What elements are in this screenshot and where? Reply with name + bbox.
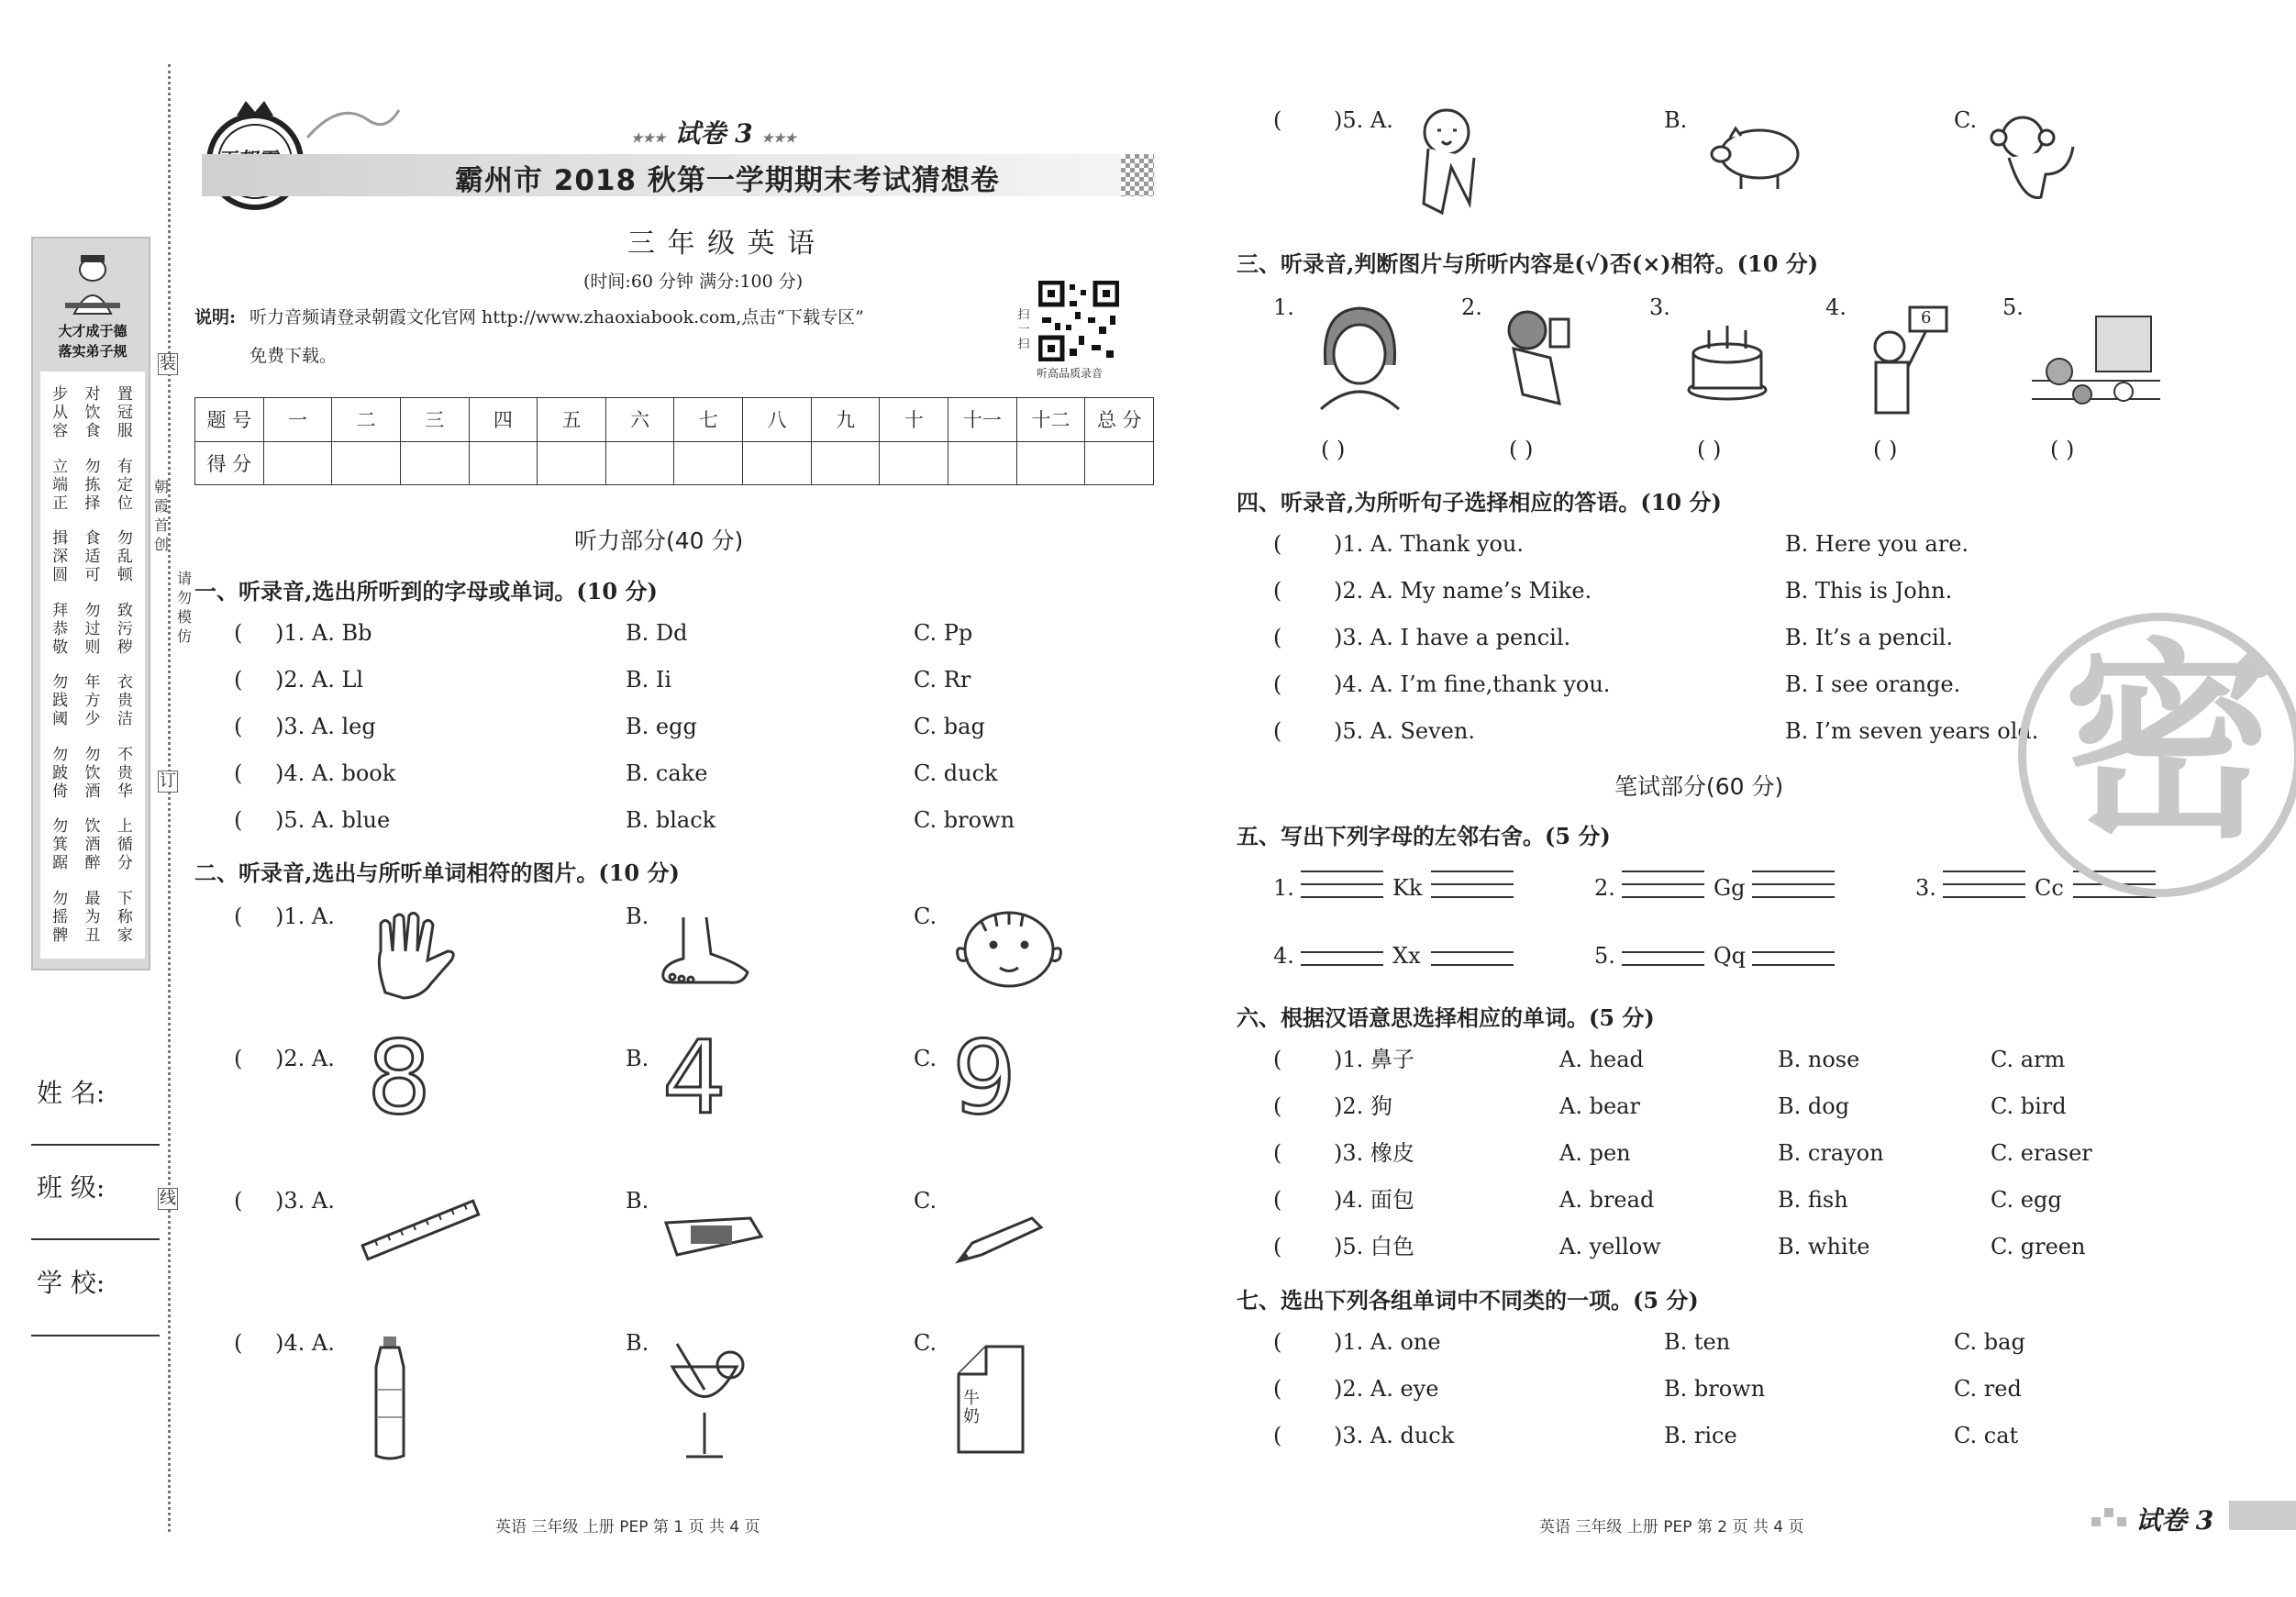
question-number: )2. A. Ll bbox=[275, 667, 364, 693]
score-header-cell: 七 bbox=[674, 398, 743, 442]
answer-paren-open[interactable]: ( bbox=[1273, 718, 1282, 744]
rule-group bbox=[44, 602, 141, 657]
score-header-cell: 四 bbox=[469, 398, 538, 442]
sign-number: 6 bbox=[1921, 308, 1932, 327]
score-input-cell[interactable] bbox=[332, 441, 401, 485]
answer-paren-open[interactable]: ( bbox=[1273, 531, 1282, 557]
judge-paren[interactable]: ( ) bbox=[1321, 437, 1346, 462]
milk-carton-picture[interactable] bbox=[949, 1337, 1032, 1465]
option-c[interactable]: C. Rr bbox=[914, 667, 971, 693]
answer-paren-open[interactable]: ( bbox=[1273, 578, 1282, 604]
rule-column: 饮酒醉 bbox=[84, 817, 101, 873]
section1-title: 一、听录音,选出所听到的字母或单词。(10 分) bbox=[194, 578, 658, 604]
section5-title: 五、写出下列字母的左邻右舍。(5 分) bbox=[1237, 823, 1611, 849]
option-c[interactable]: C. bag bbox=[914, 714, 985, 739]
option-c[interactable]: C. green bbox=[1991, 1234, 2086, 1259]
question-number: )2. 狗 bbox=[1334, 1093, 1392, 1119]
answer-blank-line[interactable] bbox=[1622, 951, 1704, 953]
rule-column: 勿践阈 bbox=[52, 673, 69, 729]
option-a[interactable]: A. head bbox=[1559, 1047, 1644, 1072]
judge-paren[interactable]: ( ) bbox=[1697, 437, 1722, 462]
score-header-cell: 题 号 bbox=[195, 398, 264, 442]
answer-paren-open[interactable]: ( bbox=[1273, 1093, 1282, 1119]
question-number: )4. 面包 bbox=[1334, 1187, 1414, 1213]
water-bottle-picture[interactable] bbox=[367, 1335, 413, 1467]
rule-column: 衣贵洁 bbox=[116, 673, 133, 729]
option-c[interactable]: C. arm bbox=[1991, 1047, 2066, 1072]
answer-blank-line[interactable] bbox=[1752, 951, 1835, 953]
answer-blank-line[interactable] bbox=[1301, 883, 1383, 885]
option-c[interactable]: C. bbox=[914, 1330, 937, 1356]
answer-blank-line[interactable] bbox=[1622, 883, 1704, 885]
subject-title: 三 年 级 英 语 bbox=[627, 227, 817, 260]
girl-picture[interactable] bbox=[1312, 301, 1408, 415]
picture-number: 5. bbox=[2002, 294, 2024, 320]
score-input-cell[interactable] bbox=[1016, 441, 1085, 485]
rule-column: 勿乱顿 bbox=[116, 529, 133, 585]
option-b[interactable]: B. brown bbox=[1664, 1376, 1766, 1402]
corner-squares bbox=[2091, 1504, 2128, 1528]
time-info: (时间:60 分钟 满分:100 分) bbox=[583, 272, 804, 292]
judge-paren[interactable]: ( ) bbox=[2050, 437, 2075, 462]
writing-heading: 笔试部分(60 分) bbox=[1614, 773, 1784, 800]
rule-column: 勿箕踞 bbox=[52, 817, 69, 873]
rule-group bbox=[44, 385, 141, 440]
answer-paren-open[interactable]: ( bbox=[234, 760, 243, 786]
answer-blank-line[interactable] bbox=[1301, 951, 1383, 953]
sidebar-motto bbox=[39, 321, 147, 361]
picture-number: 3. bbox=[1649, 294, 1670, 320]
motto-line-1: 大才成于德 bbox=[58, 323, 128, 339]
question-number: )1. A. Bb bbox=[275, 620, 372, 646]
qr-caption: 听高品质录音 bbox=[1037, 367, 1104, 380]
milk-carton-label: 牛奶 bbox=[963, 1389, 980, 1426]
option-c[interactable]: C. red bbox=[1954, 1376, 2022, 1402]
rule-group bbox=[44, 529, 141, 584]
score-input-cell[interactable] bbox=[880, 441, 948, 485]
answer-paren-open[interactable]: ( bbox=[234, 667, 243, 693]
rule-column: 上循分 bbox=[116, 817, 133, 873]
answer-blank-line[interactable] bbox=[1431, 896, 1514, 898]
option-b[interactable]: B. I’m seven years old. bbox=[1785, 718, 2039, 744]
rule-column: 最为丑 bbox=[84, 889, 101, 945]
score-header-cell: 十一 bbox=[948, 398, 1017, 442]
rule-column: 拜恭敬 bbox=[52, 601, 69, 657]
option-c[interactable]: C. bbox=[1954, 107, 1978, 133]
note-text-2: 免费下载。 bbox=[250, 346, 338, 366]
foot-picture[interactable] bbox=[656, 913, 757, 990]
qr-code[interactable] bbox=[1038, 281, 1119, 361]
picture-number: 2. bbox=[1461, 294, 1482, 320]
score-header-cell: 二 bbox=[332, 398, 401, 442]
question-number: )1. 鼻子 bbox=[1334, 1047, 1414, 1072]
rule-column: 对饮食 bbox=[84, 385, 101, 441]
answer-blank-line[interactable] bbox=[2073, 896, 2156, 898]
answer-paren-open[interactable]: ( bbox=[1273, 1329, 1282, 1355]
face-picture[interactable] bbox=[949, 908, 1069, 994]
paper-label-text: 试卷 3 bbox=[674, 118, 753, 149]
option-b[interactable]: B. cake bbox=[626, 760, 708, 786]
cut-label-xian: 线 bbox=[160, 1189, 176, 1208]
answer-blank-line[interactable] bbox=[1301, 896, 1383, 898]
rule-group bbox=[44, 746, 141, 801]
question-number: )3. A. I have a pencil. bbox=[1334, 625, 1571, 650]
school-line[interactable] bbox=[31, 1335, 160, 1336]
binding-cut-line bbox=[168, 64, 171, 1532]
score-header-cell: 十 bbox=[880, 398, 948, 442]
corner-paper-label: 试卷 3 bbox=[2135, 1505, 2214, 1536]
option-c[interactable]: C. eraser bbox=[1991, 1140, 2092, 1166]
score-row-header bbox=[195, 398, 1154, 442]
exam-title: 霸州市 2018 秋第一学期期末考试猜想卷 bbox=[455, 164, 1000, 197]
answer-paren-open[interactable]: ( bbox=[1273, 1234, 1282, 1259]
score-table bbox=[194, 397, 1154, 485]
question-number: )3. A. bbox=[275, 1188, 335, 1214]
rules-box bbox=[40, 372, 145, 959]
question-number: )5. A. bbox=[1334, 107, 1393, 133]
class-label: 班 级: bbox=[37, 1172, 105, 1203]
answer-paren-open[interactable]: ( bbox=[1273, 671, 1282, 697]
answer-blank-line[interactable] bbox=[1752, 871, 1835, 872]
option-b[interactable]: B. rice bbox=[1664, 1423, 1737, 1448]
question-number: )4. A. bbox=[275, 1330, 335, 1356]
option-b[interactable]: B. dog bbox=[1778, 1093, 1850, 1119]
answer-blank-line[interactable] bbox=[1301, 871, 1383, 872]
answer-paren-open[interactable]: ( bbox=[1273, 625, 1282, 650]
answer-blank-line[interactable] bbox=[1943, 896, 2025, 898]
rule-group bbox=[44, 673, 141, 728]
answer-blank-line[interactable] bbox=[1943, 871, 2025, 872]
answer-blank-line[interactable] bbox=[1622, 896, 1704, 898]
digit-eight-picture[interactable]: 8 bbox=[367, 1019, 431, 1137]
rule-column: 勿拣择 bbox=[84, 457, 101, 513]
answer-blank-line[interactable] bbox=[1431, 951, 1514, 953]
star-icons-left: ★★★ bbox=[631, 131, 666, 146]
answer-paren-open[interactable]: ( bbox=[1273, 1140, 1282, 1166]
answer-blank-line[interactable] bbox=[1431, 871, 1514, 872]
score-header-cell: 三 bbox=[400, 398, 469, 442]
score-header-cell: 一 bbox=[263, 398, 332, 442]
option-b[interactable]: B. crayon bbox=[1778, 1140, 1884, 1166]
rule-column: 立端正 bbox=[52, 457, 69, 513]
option-b[interactable]: B. It’s a pencil. bbox=[1785, 625, 1953, 650]
score-input-cell[interactable] bbox=[1085, 441, 1154, 485]
scholar-illustration bbox=[61, 250, 125, 318]
ruler-picture[interactable] bbox=[356, 1197, 484, 1265]
answer-paren-open[interactable]: ( bbox=[234, 904, 243, 929]
score-header-cell: 五 bbox=[538, 398, 606, 442]
star-icons-right: ★★★ bbox=[761, 131, 797, 146]
score-input-cell[interactable] bbox=[605, 441, 674, 485]
option-c[interactable]: C. bbox=[914, 1188, 937, 1214]
answer-blank-line[interactable] bbox=[1943, 883, 2025, 885]
name-line[interactable] bbox=[31, 1144, 160, 1146]
score-header-cell: 六 bbox=[605, 398, 674, 442]
ribbon-decoration bbox=[303, 101, 404, 147]
middle-letter: Qq bbox=[1714, 943, 1747, 969]
paper-label bbox=[631, 114, 796, 150]
rule-column: 勿过则 bbox=[84, 601, 101, 657]
eraser-picture[interactable] bbox=[659, 1209, 769, 1268]
option-b[interactable]: B. bbox=[626, 1188, 649, 1214]
score-header-cell: 总 分 bbox=[1085, 398, 1154, 442]
question-number: )2. A. bbox=[275, 1046, 335, 1071]
option-c[interactable]: C. Pp bbox=[914, 620, 973, 646]
rule-column: 致污秽 bbox=[116, 601, 133, 657]
letter-number: 1. bbox=[1273, 875, 1294, 901]
option-b[interactable]: B. bbox=[626, 904, 649, 929]
option-b[interactable]: B. white bbox=[1778, 1234, 1870, 1259]
score-input-cell[interactable] bbox=[538, 441, 606, 485]
answer-paren-open[interactable]: ( bbox=[234, 714, 243, 739]
middle-letter: Kk bbox=[1392, 875, 1423, 901]
option-c[interactable]: C. duck bbox=[914, 760, 998, 786]
score-header-cell: 九 bbox=[811, 398, 880, 442]
cut-label-zhuang: 装 bbox=[160, 354, 176, 373]
picture-number: 1. bbox=[1273, 294, 1294, 320]
answer-paren-open[interactable]: ( bbox=[234, 1188, 243, 1214]
question-number: )1. A. one bbox=[1334, 1329, 1441, 1355]
answer-paren-open[interactable]: ( bbox=[234, 807, 243, 833]
rule-column: 不贵华 bbox=[116, 745, 133, 801]
rule-group bbox=[44, 817, 141, 872]
answer-blank-line[interactable] bbox=[1752, 964, 1835, 966]
letter-number: 4. bbox=[1273, 943, 1294, 969]
answer-paren-open[interactable]: ( bbox=[1273, 1187, 1282, 1213]
rule-column: 下称家 bbox=[116, 889, 133, 945]
question-number: )3. A. duck bbox=[1334, 1423, 1455, 1448]
option-c[interactable]: C. bbox=[914, 1046, 937, 1071]
pencil-picture[interactable] bbox=[954, 1211, 1046, 1270]
reading-girl-picture[interactable] bbox=[1495, 303, 1587, 412]
motto-line-2: 落实弟子规 bbox=[58, 343, 128, 360]
corner-gray-bar bbox=[2229, 1501, 2296, 1530]
question-number: )1. A. bbox=[275, 904, 335, 929]
stamp-character: 密 bbox=[2063, 622, 2275, 867]
answer-blank-line[interactable] bbox=[1431, 964, 1514, 966]
street-scene-picture[interactable] bbox=[2032, 307, 2160, 416]
footer-left: 英语 三年级 上册 PEP 第 1 页 共 4 页 bbox=[495, 1518, 760, 1536]
question-number: )5. A. blue bbox=[275, 807, 391, 833]
answer-paren-open[interactable]: ( bbox=[234, 1330, 243, 1356]
option-b[interactable]: B. bbox=[626, 1330, 649, 1356]
score-input-cell[interactable] bbox=[743, 441, 812, 485]
answer-blank-line[interactable] bbox=[1752, 896, 1835, 898]
cut-label-ding: 订 bbox=[160, 771, 176, 791]
answer-paren-open[interactable]: ( bbox=[1273, 1423, 1282, 1448]
school-label: 学 校: bbox=[37, 1268, 105, 1298]
option-a[interactable]: A. bread bbox=[1559, 1187, 1655, 1213]
option-b[interactable]: B. I see orange. bbox=[1785, 671, 1961, 697]
score-header-cell: 八 bbox=[743, 398, 812, 442]
name-label: 姓 名: bbox=[37, 1078, 105, 1108]
answer-blank-line[interactable] bbox=[1622, 964, 1704, 966]
option-c[interactable]: C. cat bbox=[1954, 1423, 2019, 1448]
digit-four-picture[interactable]: 4 bbox=[662, 1019, 727, 1137]
option-b[interactable]: B. Ii bbox=[626, 667, 672, 693]
score-input-cell[interactable] bbox=[469, 441, 538, 485]
answer-paren-open[interactable]: ( bbox=[1273, 1376, 1282, 1402]
score-input-cell[interactable] bbox=[263, 441, 332, 485]
rule-column: 勿饮酒 bbox=[84, 745, 101, 801]
answer-blank-line[interactable] bbox=[1301, 964, 1383, 966]
option-c[interactable]: C. brown bbox=[914, 807, 1015, 833]
score-input-cell[interactable] bbox=[674, 441, 743, 485]
option-b[interactable]: B. bbox=[626, 1046, 649, 1071]
answer-blank-line[interactable] bbox=[1431, 883, 1514, 885]
monkey-picture[interactable] bbox=[1986, 110, 2087, 215]
question-number: )1. A. Thank you. bbox=[1334, 531, 1524, 557]
letter-number: 2. bbox=[1594, 875, 1615, 901]
sidebar-panel bbox=[31, 237, 150, 970]
option-b[interactable]: B. Dd bbox=[626, 620, 688, 646]
class-line[interactable] bbox=[31, 1238, 160, 1240]
option-a[interactable]: A. pen bbox=[1559, 1140, 1631, 1166]
option-c[interactable]: C. bag bbox=[1954, 1329, 2025, 1355]
answer-paren-open[interactable]: ( bbox=[234, 620, 243, 646]
answer-blank-line[interactable] bbox=[1622, 871, 1704, 872]
option-b[interactable]: B. This is John. bbox=[1785, 578, 1953, 604]
option-c[interactable]: C. egg bbox=[1991, 1187, 2062, 1213]
option-c[interactable]: C. bbox=[914, 904, 937, 929]
rule-column: 置冠服 bbox=[116, 385, 133, 441]
picture-number: 4. bbox=[1825, 294, 1847, 320]
binding-note-2: 请勿模仿 bbox=[176, 570, 192, 645]
digit-nine-picture[interactable]: 9 bbox=[952, 1019, 1016, 1137]
middle-letter: Gg bbox=[1714, 875, 1746, 901]
qr-side-text: 扫一扫 bbox=[1017, 308, 1030, 351]
section3-title: 三、听录音,判断图片与所听内容是(√)否(×)相符。(10 分) bbox=[1237, 250, 1819, 277]
confidential-stamp bbox=[2018, 613, 2296, 897]
judge-paren[interactable]: ( ) bbox=[1509, 437, 1534, 462]
juice-picture[interactable] bbox=[659, 1339, 750, 1471]
rule-group bbox=[44, 458, 141, 513]
rule-column: 揖深圆 bbox=[52, 529, 69, 585]
option-b[interactable]: B. Here you are. bbox=[1785, 531, 1969, 557]
option-b[interactable]: B. fish bbox=[1778, 1187, 1848, 1213]
question-number: )3. A. leg bbox=[275, 714, 376, 739]
answer-paren-open[interactable]: ( bbox=[234, 1046, 243, 1071]
score-input-cell[interactable] bbox=[400, 441, 469, 485]
rule-column: 勿跛倚 bbox=[52, 745, 69, 801]
note-label: 说明: bbox=[194, 307, 237, 327]
score-row-values bbox=[195, 441, 1154, 485]
score-header-cell: 十二 bbox=[1016, 398, 1085, 442]
score-input-cell[interactable] bbox=[811, 441, 880, 485]
question-number: )5. A. Seven. bbox=[1334, 718, 1475, 744]
section4-title: 四、听录音,为所听句子选择相应的答语。(10 分) bbox=[1237, 489, 1722, 516]
judge-paren[interactable]: ( ) bbox=[1873, 437, 1898, 462]
rule-group bbox=[44, 890, 141, 945]
answer-blank-line[interactable] bbox=[1752, 883, 1835, 885]
birthday-cake-picture[interactable] bbox=[1686, 316, 1769, 407]
letter-number: 5. bbox=[1594, 943, 1615, 969]
question-number: )5. 白色 bbox=[1334, 1234, 1414, 1259]
score-input-cell[interactable] bbox=[948, 441, 1017, 485]
option-b[interactable]: B. bbox=[1664, 107, 1688, 133]
hand-picture[interactable] bbox=[367, 910, 468, 1005]
question-number: )2. A. My name’s Mike. bbox=[1334, 578, 1592, 604]
option-b[interactable]: B. black bbox=[626, 807, 716, 833]
option-b[interactable]: B. nose bbox=[1778, 1047, 1860, 1072]
option-b[interactable]: B. egg bbox=[626, 714, 697, 739]
checker-decoration bbox=[1121, 154, 1154, 196]
middle-letter: Cc bbox=[2035, 875, 2064, 901]
boy-sign-picture[interactable] bbox=[1862, 303, 1954, 421]
footer-right: 英语 三年级 上册 PEP 第 2 页 共 4 页 bbox=[1539, 1518, 1804, 1536]
question-number: )4. A. I’m fine,thank you. bbox=[1334, 671, 1611, 697]
rule-column: 有定位 bbox=[116, 457, 133, 513]
section7-title: 七、选出下列各组单词中不同类的一项。(5 分) bbox=[1237, 1287, 1699, 1314]
rule-column: 步从容 bbox=[52, 385, 69, 441]
answer-paren-open[interactable]: ( bbox=[1273, 1047, 1282, 1072]
letter-number: 3. bbox=[1915, 875, 1936, 901]
option-b[interactable]: B. ten bbox=[1664, 1329, 1731, 1355]
option-a[interactable]: A. yellow bbox=[1559, 1234, 1661, 1259]
section6-title: 六、根据汉语意思选择相应的单词。(5 分) bbox=[1237, 1004, 1655, 1031]
tiger-picture[interactable] bbox=[1405, 103, 1488, 221]
note-text: 听力音频请登录朝霞文化官网 http://www.zhaoxiabook.com,点击“下载专区” bbox=[250, 307, 864, 327]
rule-column: 年方少 bbox=[84, 673, 101, 729]
question-number: )4. A. book bbox=[275, 760, 396, 786]
score-row-label: 得 分 bbox=[195, 441, 264, 485]
middle-letter: Xx bbox=[1392, 943, 1421, 969]
pig-picture[interactable] bbox=[1704, 119, 1805, 196]
option-c[interactable]: C. bird bbox=[1991, 1093, 2067, 1119]
binding-note-1: 朝霞首创 bbox=[153, 478, 169, 553]
answer-paren-open[interactable]: ( bbox=[1273, 107, 1282, 133]
listening-heading: 听力部分(40 分) bbox=[574, 527, 744, 554]
option-a[interactable]: A. bear bbox=[1559, 1093, 1640, 1119]
question-number: )2. A. eye bbox=[1334, 1376, 1439, 1402]
section2-title: 二、听录音,选出与所听单词相符的图片。(10 分) bbox=[194, 859, 680, 886]
rule-column: 勿摇髀 bbox=[52, 889, 69, 945]
rule-column: 食适可 bbox=[84, 529, 101, 585]
question-number: )3. 橡皮 bbox=[1334, 1140, 1414, 1166]
